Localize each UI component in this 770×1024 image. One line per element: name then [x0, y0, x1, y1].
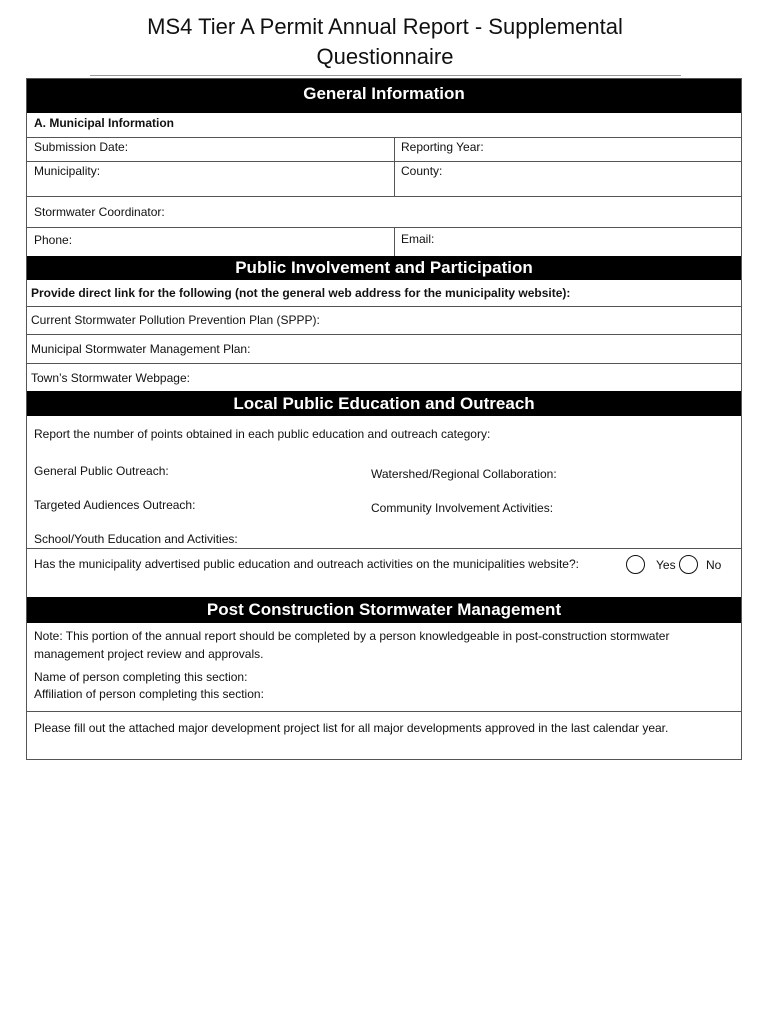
phone-field[interactable]: Phone: — [34, 233, 73, 247]
advertised-outreach-question: Has the municipality advertised public education and outreach activities on the municipalities website?: — [34, 557, 579, 571]
note-line-1: Note: This portion of the annual report should be completed by a person knowledgeable in post-construction stormwater — [34, 629, 670, 643]
development-project-list-instruction: Please fill out the attached major development project list for all major developments approved in the last calendar year. — [34, 721, 669, 735]
stormwater-coordinator-field[interactable]: Stormwater Coordinator: — [34, 205, 165, 219]
stormwater-webpage-link-field[interactable]: Town’s Stormwater Webpage: — [31, 371, 190, 385]
title-line-1: MS4 Tier A Permit Annual Report - Supplemental — [147, 14, 623, 39]
column-divider — [394, 137, 395, 196]
email-field[interactable]: Email: — [401, 232, 435, 246]
section-header-post-construction: Post Construction Stormwater Management — [27, 597, 741, 623]
affiliation-field[interactable]: Affiliation of person completing this section: — [34, 687, 264, 701]
watershed-collaboration-field[interactable]: Watershed/Regional Collaboration: — [371, 467, 557, 481]
divider — [27, 161, 741, 162]
yes-label: Yes — [656, 558, 676, 572]
school-youth-education-field[interactable]: School/Youth Education and Activities: — [34, 532, 238, 546]
document-title — [90, 12, 680, 72]
sppp-link-field[interactable]: Current Stormwater Pollution Prevention Plan (SPPP): — [31, 313, 320, 327]
note-line-2: management project review and approvals. — [34, 647, 264, 661]
subsection-municipal-information: A. Municipal Information — [34, 116, 174, 130]
education-points-intro: Report the number of points obtained in each public education and outreach category: — [34, 427, 491, 441]
reporting-year-field[interactable]: Reporting Year: — [401, 140, 484, 154]
section-header-public-involvement: Public Involvement and Participation — [27, 256, 741, 280]
divider — [27, 137, 741, 138]
targeted-audiences-outreach-field[interactable]: Targeted Audiences Outreach: — [34, 498, 196, 512]
submission-date-field[interactable]: Submission Date: — [34, 140, 129, 154]
divider — [27, 548, 741, 549]
divider — [27, 334, 741, 335]
name-of-person-field[interactable]: Name of person completing this section: — [34, 670, 248, 684]
questionnaire-form — [26, 78, 742, 760]
divider — [27, 306, 741, 307]
stormwater-management-plan-link-field[interactable]: Municipal Stormwater Management Plan: — [31, 342, 251, 356]
divider — [27, 711, 741, 712]
county-field[interactable]: County: — [401, 164, 443, 178]
no-label: No — [706, 558, 722, 572]
no-radio-button[interactable] — [679, 555, 698, 574]
divider — [27, 196, 741, 197]
direct-link-instruction: Provide direct link for the following (not the general web address for the municipality website): — [31, 286, 571, 300]
section-header-education-outreach: Local Public Education and Outreach — [27, 391, 741, 416]
title-underline — [90, 75, 681, 76]
column-divider — [394, 227, 395, 256]
community-involvement-field[interactable]: Community Involvement Activities: — [371, 501, 554, 515]
section-header-general-information: General Information — [27, 79, 741, 113]
yes-radio-button[interactable] — [626, 555, 645, 574]
divider — [27, 227, 741, 228]
divider — [27, 363, 741, 364]
general-public-outreach-field[interactable]: General Public Outreach: — [34, 464, 169, 478]
title-line-2: Questionnaire — [316, 44, 454, 69]
municipality-field[interactable]: Municipality: — [34, 164, 101, 178]
